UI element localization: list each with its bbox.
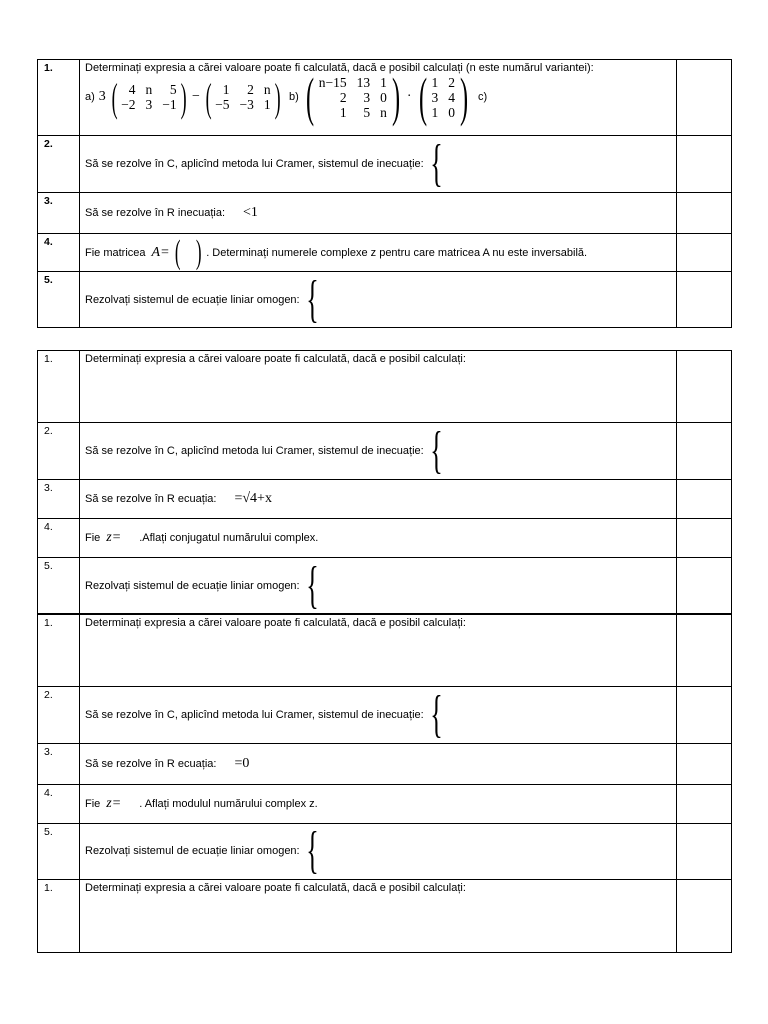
problem-number: 5. (38, 272, 80, 328)
matrix-cell: −5 (215, 97, 230, 112)
problem-text: Rezolvați sistemul de ecuație liniar omogen: (85, 579, 300, 592)
problem-5-cell (80, 272, 677, 328)
matrix-cell: 0 (448, 104, 456, 120)
score-cell (677, 784, 732, 823)
equation-system: { (429, 685, 443, 743)
matrix-cell: 2 (448, 74, 456, 90)
problem-text: .Aflați conjugatul numărului complex. (139, 532, 319, 544)
score-cell (677, 480, 732, 519)
matrix (414, 66, 473, 128)
left-paren: ( (205, 74, 212, 120)
matrix-cell: 2 (247, 82, 254, 97)
matrix-cell: n (263, 82, 271, 97)
problem-number: 5. (38, 823, 80, 879)
matrix-cell: 4 (128, 82, 136, 97)
inequality-rhs: <1 (243, 205, 258, 220)
left-paren: ( (111, 74, 118, 120)
matrix (202, 74, 284, 121)
problem-3-cell (80, 743, 677, 784)
problem-number: 4. (38, 234, 80, 272)
problem-number: 2. (38, 686, 80, 743)
table-row (38, 351, 732, 423)
matrix-grid (215, 82, 271, 112)
matrix-cell: 2 (339, 89, 347, 105)
problem-4-cell (80, 519, 677, 558)
matrix-cell: −2 (121, 97, 136, 112)
problem-5-cell (80, 823, 677, 879)
matrix: ( ) (174, 233, 202, 271)
problem-number: 3. (38, 193, 80, 234)
matrix-cell: 5 (169, 82, 177, 97)
variable-label: z= (106, 530, 122, 545)
exam-variant-2 (37, 350, 732, 953)
table-row (38, 558, 732, 615)
problem-1-cell (80, 351, 677, 423)
problem-1-cell (80, 60, 677, 136)
matrix-cell: 5 (363, 104, 371, 120)
matrix-cell: 1 (339, 104, 347, 120)
problem-4-cell (80, 784, 677, 823)
equation-system: { (429, 422, 443, 479)
equation-system: { (429, 135, 443, 192)
score-cell (677, 823, 732, 879)
problem-text: Determinați expresia a cărei valoare poate fi calculată, dacă e posibil calculați: (85, 353, 466, 365)
part-label: a) (85, 91, 95, 103)
matrix-grid (432, 75, 456, 120)
table-row (38, 686, 732, 743)
matrix-cell: n−15 (318, 74, 347, 90)
matrix-cell: 3 (145, 97, 153, 112)
exam-variant-1 (37, 59, 732, 328)
right-paren: ) (180, 74, 187, 120)
matrix-cell: 13 (356, 74, 371, 90)
table-row (38, 614, 732, 686)
score-cell (677, 879, 732, 952)
table-row (38, 879, 732, 952)
problem-number: 4. (38, 784, 80, 823)
score-cell (677, 60, 732, 136)
problem-number: 2. (38, 136, 80, 193)
problem-text: Să se rezolve în R inecuația: (85, 207, 226, 219)
equation-system: { (305, 822, 319, 879)
matrix (301, 66, 405, 128)
matrix-cell: 1 (431, 104, 439, 120)
score-cell (677, 193, 732, 234)
problem-number: 1. (38, 879, 80, 952)
problem-text: Determinați expresia a cărei valoare poate fi calculată, dacă e posibil calculați: (85, 881, 466, 894)
problem-3-cell (80, 480, 677, 519)
minus-sign: − (191, 89, 200, 104)
problem-text: Să se rezolve în C, aplicînd metoda lui Cramer, sistemul de inecuație: (85, 445, 424, 457)
problem-2-cell (80, 423, 677, 480)
matrix-cell: −1 (162, 97, 177, 112)
matrix-cell: 0 (380, 89, 387, 105)
problem-4-cell (80, 234, 677, 272)
table-row (38, 743, 732, 784)
problem-text: . Determinați numerele complexe z pentru care matricea A nu este inversabilă. (206, 246, 588, 259)
score-cell (677, 423, 732, 480)
problem-text: Fie (85, 797, 101, 810)
matrix-cell: 3 (431, 89, 439, 105)
score-cell (677, 558, 732, 615)
problem-text: Rezolvați sistemul de ecuație liniar omogen: (85, 845, 300, 857)
table-row (38, 519, 732, 558)
problem-5-cell (80, 558, 677, 615)
variable-label: z= (106, 795, 122, 811)
coefficient: 3 (98, 89, 106, 104)
problem-number: 2. (38, 423, 80, 480)
table-row (38, 480, 732, 519)
table-row (38, 234, 732, 272)
left-paren: ( (418, 67, 427, 127)
matrix-cell: 1 (222, 82, 230, 97)
variable-label: A= (151, 244, 170, 260)
problem-1-cell (80, 879, 677, 952)
problem-number: 1. (38, 60, 80, 136)
problem-2-cell (80, 686, 677, 743)
dot-operator: · (406, 89, 412, 104)
table-row (38, 272, 732, 328)
right-paren: ) (274, 74, 281, 120)
problem-3-cell (80, 193, 677, 234)
matrix-grid (319, 75, 387, 120)
left-paren: ( (305, 67, 314, 127)
problem-text: Rezolvați sistemul de ecuație liniar omogen: (85, 293, 300, 306)
equation-system: { (305, 270, 319, 328)
problem-2-cell (80, 136, 677, 193)
problem-number: 5. (38, 558, 80, 615)
score-cell (677, 614, 732, 686)
equation-system: { (305, 556, 319, 614)
problem-text: Să se rezolve în R ecuația: (85, 757, 217, 770)
problem-text: Fie (85, 532, 101, 544)
problem-number: 3. (38, 743, 80, 784)
problem-text: . Aflați modulul numărului complex z. (139, 797, 318, 810)
score-cell (677, 234, 732, 272)
matrix-grid (121, 82, 177, 112)
problem-text: Fie matricea (85, 246, 146, 259)
equation-rhs: =√4+x (234, 491, 272, 506)
part-label: c) (478, 91, 488, 103)
matrix-cell: −3 (239, 97, 254, 112)
table-row (38, 193, 732, 234)
table-row (38, 60, 732, 136)
matrix-cell: 1 (263, 97, 271, 112)
problem-number: 1. (38, 351, 80, 423)
matrix-cell: 3 (363, 89, 371, 105)
right-paren: ) (391, 67, 400, 127)
problem-text: Determinați expresia a cărei valoare poate fi calculată, dacă e posibil calculați: (85, 617, 466, 629)
matrix-cell: 4 (448, 89, 456, 105)
problem-text: Să se rezolve în R ecuația: (85, 493, 217, 505)
problem-number: 1. (38, 614, 80, 686)
problem-number: 4. (38, 519, 80, 558)
matrix-cell: n (145, 82, 153, 97)
table-row (38, 136, 732, 193)
problem-text: Să se rezolve în C, aplicînd metoda lui Cramer, sistemul de inecuație: (85, 708, 424, 721)
problem-text: Să se rezolve în C, aplicînd metoda lui Cramer, sistemul de inecuație: (85, 158, 424, 170)
score-cell (677, 351, 732, 423)
table-row (38, 823, 732, 879)
table-row (38, 423, 732, 480)
score-cell (677, 686, 732, 743)
table-row (38, 784, 732, 823)
problem-1-cell (80, 614, 677, 686)
matrix-cell: 1 (431, 74, 439, 90)
score-cell (677, 136, 732, 193)
matrix-cell: 1 (380, 74, 387, 90)
problem-number: 3. (38, 480, 80, 519)
right-paren: ) (459, 67, 469, 127)
part-label: b) (289, 91, 299, 103)
score-cell (677, 519, 732, 558)
problem-text: Determinați expresia a cărei valoare poate fi calculată, dacă e posibil calculați (n este numărul variantei): (85, 62, 594, 74)
matrix-cell: n (380, 104, 387, 120)
score-cell (677, 743, 732, 784)
matrix (108, 74, 190, 121)
score-cell (677, 272, 732, 328)
equation-rhs: =0 (234, 755, 250, 771)
